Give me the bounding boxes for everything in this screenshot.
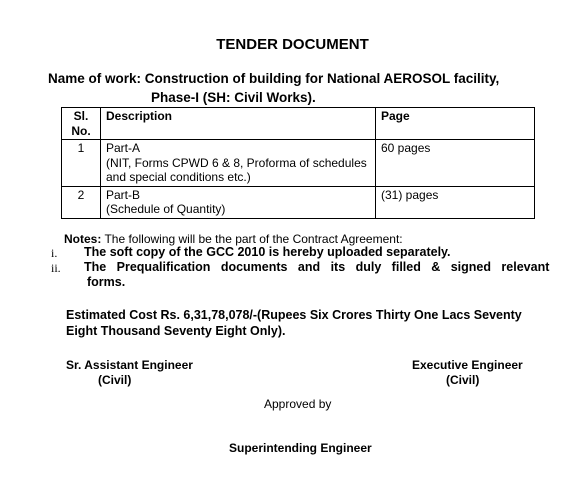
row-sl: 1 [62,140,101,187]
row-desc-line: Part-B [106,187,141,202]
name-of-work-line-1: Name of work: Construction of building for National AEROSOL facility, [48,71,500,86]
table-header-row [62,108,535,140]
notes-intro-text: The following will be the part of the Contract Agreement: [101,232,403,246]
row-page: 60 pages [376,140,535,187]
table-row [62,140,535,187]
note-item-1: The soft copy of the GCC 2010 is hereby uploaded separately. [84,245,451,259]
notes-label: Notes: [64,232,102,246]
row-description [101,186,376,218]
approved-by-text: Approved by [264,397,332,411]
row-sl: 2 [62,186,101,218]
note-item-2-line-1: The Prequalification documents and its duly filled & signed relevant [84,260,550,274]
estimated-cost-line-1: Estimated Cost Rs. 6,31,78,078/-(Rupees Six Crores Thirty One Lacs Seventy [66,308,522,322]
sr-assistant-engineer-title: Sr. Assistant Engineer [66,358,193,372]
row-desc-line: (NIT, Forms CPWD 6 & 8, Proforma of schedules [106,155,367,170]
sr-assistant-engineer-sub: (Civil) [98,373,132,387]
executive-engineer-title: Executive Engineer [412,358,523,372]
row-desc-line: Part-A [106,141,141,155]
contents-table [61,107,535,219]
document-title: TENDER DOCUMENT [216,36,369,53]
note-item-2-line-2: forms. [87,275,126,289]
header-description: Description [101,108,376,140]
row-desc-line: and special conditions etc.) [106,170,251,184]
row-description [101,140,376,187]
executive-engineer-sub: (Civil) [446,373,480,387]
name-of-work-line-2: Phase-I (SH: Civil Works). [151,90,316,105]
row-page: (31) pages [376,186,535,218]
superintending-engineer-title: Superintending Engineer [229,441,372,455]
list-marker: i. [51,246,58,260]
list-marker: ii. [51,261,61,275]
notes-intro [64,232,403,246]
header-page: Page [376,108,535,140]
row-desc-line: (Schedule of Quantity) [106,202,226,216]
estimated-cost-line-2: Eight Thousand Seventy Eight Only). [66,324,286,338]
header-sl-no [62,108,101,140]
table-row [62,186,535,218]
header-sl-line1: Sl. [73,109,89,123]
header-sl-line2: No. [71,123,91,138]
